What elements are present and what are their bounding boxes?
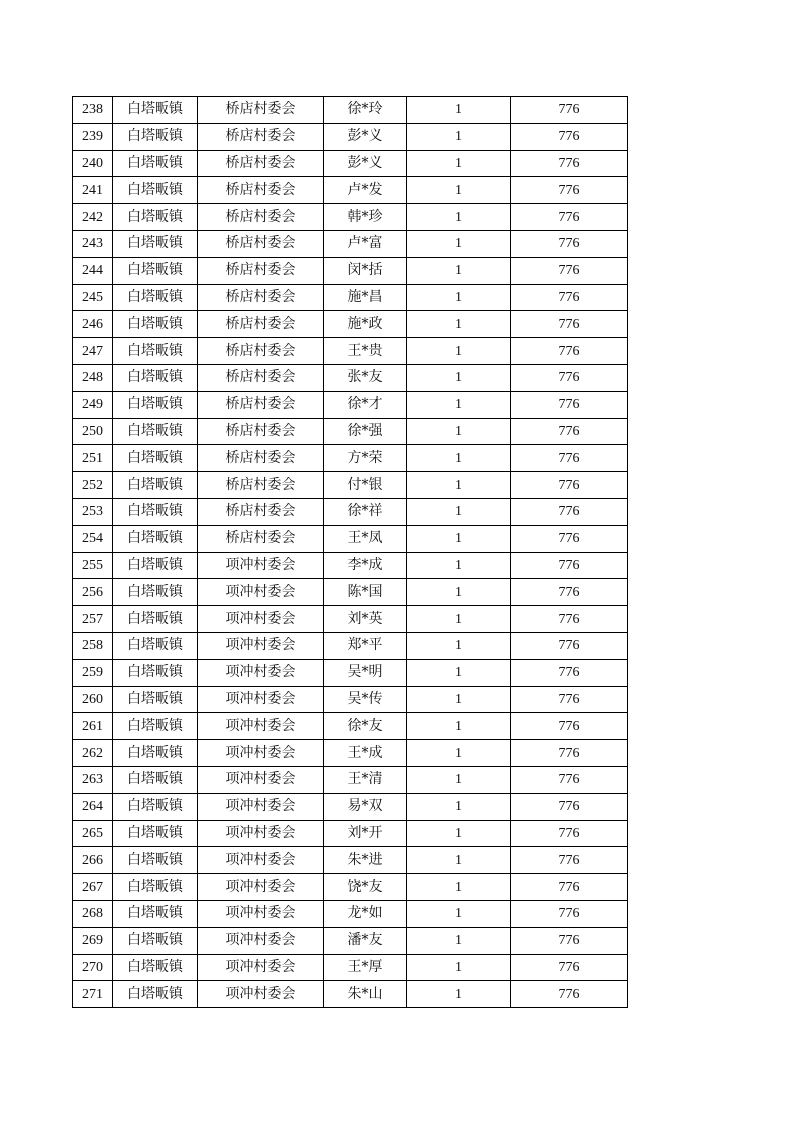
count-cell: 1 — [407, 284, 511, 311]
town-cell: 白塔畈镇 — [113, 981, 198, 1008]
amount-cell: 776 — [511, 606, 628, 633]
town-cell: 白塔畈镇 — [113, 97, 198, 124]
person-name-cell: 徐*友 — [324, 713, 407, 740]
town-cell: 白塔畈镇 — [113, 713, 198, 740]
amount-cell: 776 — [511, 874, 628, 901]
amount-cell: 776 — [511, 659, 628, 686]
town-cell: 白塔畈镇 — [113, 847, 198, 874]
amount-cell: 776 — [511, 418, 628, 445]
count-cell: 1 — [407, 793, 511, 820]
row-number-cell: 266 — [73, 847, 113, 874]
amount-cell: 776 — [511, 579, 628, 606]
amount-cell: 776 — [511, 766, 628, 793]
row-number-cell: 258 — [73, 632, 113, 659]
table-row — [73, 552, 628, 579]
table-row — [73, 659, 628, 686]
village-committee-cell: 桥店村委会 — [198, 257, 324, 284]
count-cell: 1 — [407, 981, 511, 1008]
village-committee-cell: 项冲村委会 — [198, 686, 324, 713]
person-name-cell: 徐*玲 — [324, 97, 407, 124]
amount-cell: 776 — [511, 311, 628, 338]
count-cell: 1 — [407, 204, 511, 231]
count-cell: 1 — [407, 686, 511, 713]
town-cell: 白塔畈镇 — [113, 445, 198, 472]
amount-cell: 776 — [511, 364, 628, 391]
table-row — [73, 445, 628, 472]
row-number-cell: 254 — [73, 525, 113, 552]
person-name-cell: 张*友 — [324, 364, 407, 391]
village-committee-cell: 桥店村委会 — [198, 311, 324, 338]
person-name-cell: 施*政 — [324, 311, 407, 338]
village-committee-cell: 桥店村委会 — [198, 525, 324, 552]
village-committee-cell: 桥店村委会 — [198, 391, 324, 418]
person-name-cell: 王*贵 — [324, 338, 407, 365]
amount-cell: 776 — [511, 954, 628, 981]
table-row — [73, 391, 628, 418]
table-row — [73, 954, 628, 981]
town-cell: 白塔畈镇 — [113, 874, 198, 901]
row-number-cell: 240 — [73, 150, 113, 177]
row-number-cell: 259 — [73, 659, 113, 686]
person-name-cell: 潘*友 — [324, 927, 407, 954]
row-number-cell: 257 — [73, 606, 113, 633]
amount-cell: 776 — [511, 123, 628, 150]
village-committee-cell: 项冲村委会 — [198, 632, 324, 659]
amount-cell: 776 — [511, 713, 628, 740]
person-name-cell: 徐*祥 — [324, 498, 407, 525]
row-number-cell: 239 — [73, 123, 113, 150]
row-number-cell: 247 — [73, 338, 113, 365]
amount-cell: 776 — [511, 284, 628, 311]
town-cell: 白塔畈镇 — [113, 793, 198, 820]
town-cell: 白塔畈镇 — [113, 632, 198, 659]
count-cell: 1 — [407, 740, 511, 767]
town-cell: 白塔畈镇 — [113, 579, 198, 606]
amount-cell: 776 — [511, 686, 628, 713]
row-number-cell: 249 — [73, 391, 113, 418]
row-number-cell: 252 — [73, 472, 113, 499]
roster-table — [72, 96, 628, 1008]
count-cell: 1 — [407, 847, 511, 874]
amount-cell: 776 — [511, 900, 628, 927]
village-committee-cell: 项冲村委会 — [198, 900, 324, 927]
person-name-cell: 施*昌 — [324, 284, 407, 311]
person-name-cell: 朱*进 — [324, 847, 407, 874]
table-row — [73, 766, 628, 793]
person-name-cell: 易*双 — [324, 793, 407, 820]
town-cell: 白塔畈镇 — [113, 204, 198, 231]
table-row — [73, 204, 628, 231]
village-committee-cell: 桥店村委会 — [198, 123, 324, 150]
village-committee-cell: 项冲村委会 — [198, 927, 324, 954]
count-cell: 1 — [407, 445, 511, 472]
amount-cell: 776 — [511, 338, 628, 365]
row-number-cell: 269 — [73, 927, 113, 954]
table-row — [73, 472, 628, 499]
amount-cell: 776 — [511, 498, 628, 525]
table-row — [73, 257, 628, 284]
village-committee-cell: 项冲村委会 — [198, 954, 324, 981]
village-committee-cell: 桥店村委会 — [198, 284, 324, 311]
town-cell: 白塔畈镇 — [113, 766, 198, 793]
town-cell: 白塔畈镇 — [113, 498, 198, 525]
count-cell: 1 — [407, 230, 511, 257]
table-row — [73, 713, 628, 740]
amount-cell: 776 — [511, 793, 628, 820]
table-row — [73, 847, 628, 874]
count-cell: 1 — [407, 311, 511, 338]
table-row — [73, 311, 628, 338]
table-row — [73, 97, 628, 124]
table-row — [73, 338, 628, 365]
village-committee-cell: 项冲村委会 — [198, 766, 324, 793]
person-name-cell: 刘*开 — [324, 820, 407, 847]
count-cell: 1 — [407, 338, 511, 365]
row-number-cell: 246 — [73, 311, 113, 338]
table-row — [73, 927, 628, 954]
village-committee-cell: 项冲村委会 — [198, 981, 324, 1008]
row-number-cell: 241 — [73, 177, 113, 204]
amount-cell: 776 — [511, 445, 628, 472]
village-committee-cell: 桥店村委会 — [198, 338, 324, 365]
town-cell: 白塔畈镇 — [113, 338, 198, 365]
row-number-cell: 244 — [73, 257, 113, 284]
row-number-cell: 267 — [73, 874, 113, 901]
count-cell: 1 — [407, 766, 511, 793]
row-number-cell: 256 — [73, 579, 113, 606]
amount-cell: 776 — [511, 472, 628, 499]
person-name-cell: 王*厚 — [324, 954, 407, 981]
table-row — [73, 364, 628, 391]
village-committee-cell: 桥店村委会 — [198, 97, 324, 124]
count-cell: 1 — [407, 927, 511, 954]
row-number-cell: 264 — [73, 793, 113, 820]
person-name-cell: 朱*山 — [324, 981, 407, 1008]
village-committee-cell: 项冲村委会 — [198, 847, 324, 874]
row-number-cell: 261 — [73, 713, 113, 740]
table-row — [73, 579, 628, 606]
village-committee-cell: 桥店村委会 — [198, 498, 324, 525]
person-name-cell: 彭*义 — [324, 123, 407, 150]
count-cell: 1 — [407, 257, 511, 284]
person-name-cell: 龙*如 — [324, 900, 407, 927]
amount-cell: 776 — [511, 204, 628, 231]
amount-cell: 776 — [511, 740, 628, 767]
table-row — [73, 900, 628, 927]
village-committee-cell: 桥店村委会 — [198, 230, 324, 257]
count-cell: 1 — [407, 97, 511, 124]
person-name-cell: 李*成 — [324, 552, 407, 579]
count-cell: 1 — [407, 418, 511, 445]
row-number-cell: 245 — [73, 284, 113, 311]
amount-cell: 776 — [511, 177, 628, 204]
person-name-cell: 闵*括 — [324, 257, 407, 284]
count-cell: 1 — [407, 472, 511, 499]
amount-cell: 776 — [511, 150, 628, 177]
town-cell: 白塔畈镇 — [113, 552, 198, 579]
village-committee-cell: 项冲村委会 — [198, 874, 324, 901]
amount-cell: 776 — [511, 981, 628, 1008]
person-name-cell: 徐*强 — [324, 418, 407, 445]
person-name-cell: 饶*友 — [324, 874, 407, 901]
amount-cell: 776 — [511, 257, 628, 284]
amount-cell: 776 — [511, 927, 628, 954]
person-name-cell: 韩*珍 — [324, 204, 407, 231]
row-number-cell: 270 — [73, 954, 113, 981]
count-cell: 1 — [407, 874, 511, 901]
amount-cell: 776 — [511, 97, 628, 124]
table-row — [73, 498, 628, 525]
village-committee-cell: 桥店村委会 — [198, 445, 324, 472]
person-name-cell: 方*荣 — [324, 445, 407, 472]
row-number-cell: 260 — [73, 686, 113, 713]
count-cell: 1 — [407, 900, 511, 927]
table-row — [73, 123, 628, 150]
amount-cell: 776 — [511, 847, 628, 874]
town-cell: 白塔畈镇 — [113, 472, 198, 499]
count-cell: 1 — [407, 391, 511, 418]
village-committee-cell: 项冲村委会 — [198, 740, 324, 767]
town-cell: 白塔畈镇 — [113, 900, 198, 927]
town-cell: 白塔畈镇 — [113, 257, 198, 284]
town-cell: 白塔畈镇 — [113, 525, 198, 552]
town-cell: 白塔畈镇 — [113, 284, 198, 311]
town-cell: 白塔畈镇 — [113, 606, 198, 633]
count-cell: 1 — [407, 713, 511, 740]
person-name-cell: 徐*才 — [324, 391, 407, 418]
person-name-cell: 彭*义 — [324, 150, 407, 177]
amount-cell: 776 — [511, 552, 628, 579]
person-name-cell: 吴*明 — [324, 659, 407, 686]
person-name-cell: 刘*英 — [324, 606, 407, 633]
town-cell: 白塔畈镇 — [113, 364, 198, 391]
amount-cell: 776 — [511, 632, 628, 659]
row-number-cell: 251 — [73, 445, 113, 472]
person-name-cell: 陈*国 — [324, 579, 407, 606]
village-committee-cell: 项冲村委会 — [198, 552, 324, 579]
person-name-cell: 卢*发 — [324, 177, 407, 204]
table-row — [73, 177, 628, 204]
town-cell: 白塔畈镇 — [113, 686, 198, 713]
village-committee-cell: 项冲村委会 — [198, 606, 324, 633]
amount-cell: 776 — [511, 230, 628, 257]
table-row — [73, 606, 628, 633]
town-cell: 白塔畈镇 — [113, 123, 198, 150]
row-number-cell: 238 — [73, 97, 113, 124]
row-number-cell: 263 — [73, 766, 113, 793]
table-row — [73, 981, 628, 1008]
town-cell: 白塔畈镇 — [113, 659, 198, 686]
village-committee-cell: 桥店村委会 — [198, 472, 324, 499]
person-name-cell: 付*银 — [324, 472, 407, 499]
count-cell: 1 — [407, 606, 511, 633]
row-number-cell: 268 — [73, 900, 113, 927]
town-cell: 白塔畈镇 — [113, 954, 198, 981]
person-name-cell: 卢*富 — [324, 230, 407, 257]
person-name-cell: 王*成 — [324, 740, 407, 767]
row-number-cell: 265 — [73, 820, 113, 847]
village-committee-cell: 项冲村委会 — [198, 713, 324, 740]
village-committee-cell: 桥店村委会 — [198, 204, 324, 231]
count-cell: 1 — [407, 123, 511, 150]
count-cell: 1 — [407, 177, 511, 204]
row-number-cell: 271 — [73, 981, 113, 1008]
table-row — [73, 632, 628, 659]
count-cell: 1 — [407, 579, 511, 606]
town-cell: 白塔畈镇 — [113, 927, 198, 954]
count-cell: 1 — [407, 364, 511, 391]
village-committee-cell: 桥店村委会 — [198, 418, 324, 445]
town-cell: 白塔畈镇 — [113, 230, 198, 257]
village-committee-cell: 桥店村委会 — [198, 364, 324, 391]
count-cell: 1 — [407, 954, 511, 981]
village-committee-cell: 项冲村委会 — [198, 659, 324, 686]
row-number-cell: 255 — [73, 552, 113, 579]
person-name-cell: 吴*传 — [324, 686, 407, 713]
village-committee-cell: 桥店村委会 — [198, 150, 324, 177]
row-number-cell: 250 — [73, 418, 113, 445]
count-cell: 1 — [407, 659, 511, 686]
table-row — [73, 284, 628, 311]
person-name-cell: 王*清 — [324, 766, 407, 793]
row-number-cell: 248 — [73, 364, 113, 391]
row-number-cell: 242 — [73, 204, 113, 231]
town-cell: 白塔畈镇 — [113, 311, 198, 338]
town-cell: 白塔畈镇 — [113, 150, 198, 177]
town-cell: 白塔畈镇 — [113, 418, 198, 445]
table-row — [73, 820, 628, 847]
village-committee-cell: 项冲村委会 — [198, 793, 324, 820]
count-cell: 1 — [407, 552, 511, 579]
table-row — [73, 793, 628, 820]
count-cell: 1 — [407, 632, 511, 659]
person-name-cell: 王*凤 — [324, 525, 407, 552]
village-committee-cell: 项冲村委会 — [198, 820, 324, 847]
amount-cell: 776 — [511, 391, 628, 418]
roster-table-body — [73, 97, 628, 1008]
table-row — [73, 150, 628, 177]
town-cell: 白塔畈镇 — [113, 177, 198, 204]
town-cell: 白塔畈镇 — [113, 391, 198, 418]
table-row — [73, 740, 628, 767]
table-row — [73, 874, 628, 901]
table-row — [73, 525, 628, 552]
village-committee-cell: 项冲村委会 — [198, 579, 324, 606]
table-row — [73, 418, 628, 445]
village-committee-cell: 桥店村委会 — [198, 177, 324, 204]
row-number-cell: 262 — [73, 740, 113, 767]
amount-cell: 776 — [511, 820, 628, 847]
amount-cell: 776 — [511, 525, 628, 552]
count-cell: 1 — [407, 525, 511, 552]
town-cell: 白塔畈镇 — [113, 820, 198, 847]
table-row — [73, 230, 628, 257]
town-cell: 白塔畈镇 — [113, 740, 198, 767]
row-number-cell: 243 — [73, 230, 113, 257]
person-name-cell: 郑*平 — [324, 632, 407, 659]
table-row — [73, 686, 628, 713]
row-number-cell: 253 — [73, 498, 113, 525]
count-cell: 1 — [407, 150, 511, 177]
count-cell: 1 — [407, 498, 511, 525]
count-cell: 1 — [407, 820, 511, 847]
